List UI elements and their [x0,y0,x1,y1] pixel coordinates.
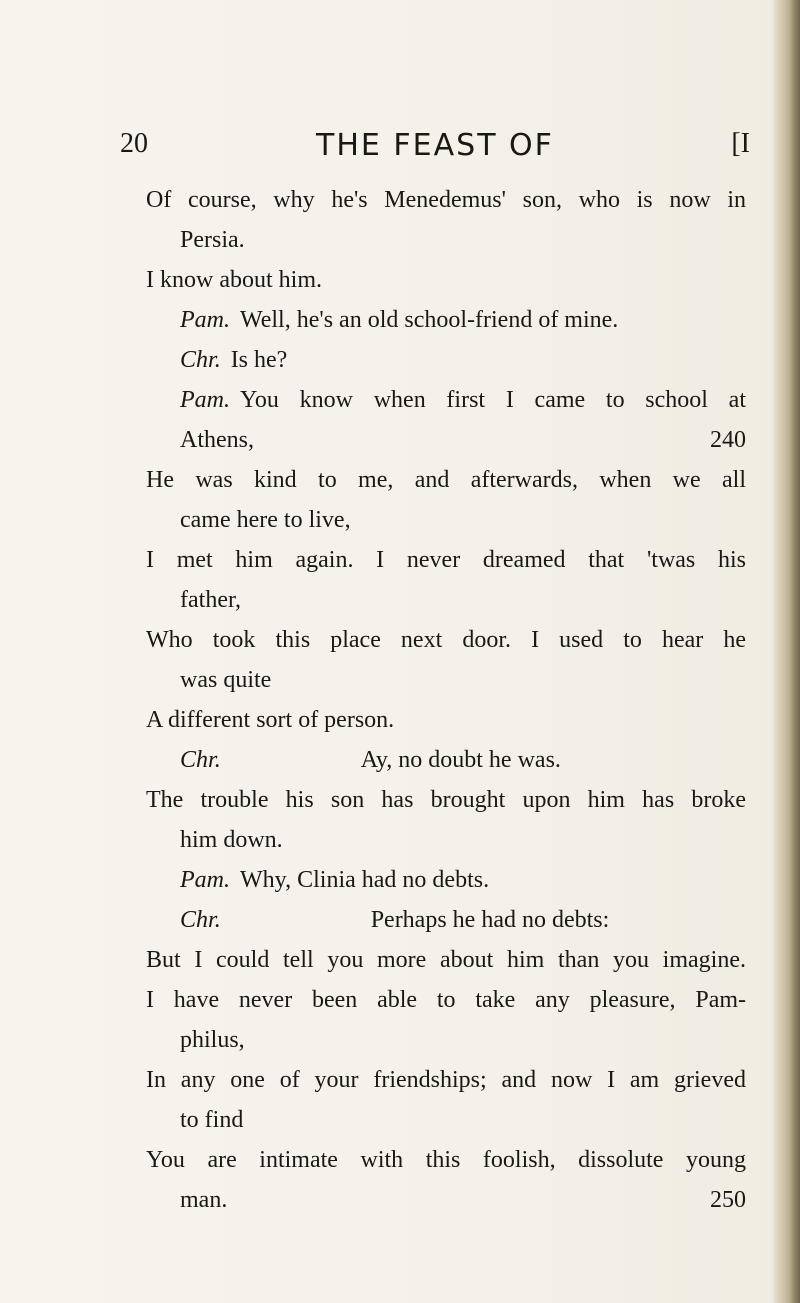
line-text: I met him again. I never dreamed that 'twas his [146,547,746,573]
line-text: You know when first I came to school at [240,387,746,413]
text-line [146,460,746,500]
text-line [146,580,746,620]
line-text: Why, Clinia had no debts. [240,867,490,893]
line-text: I have never been able to take any pleasure, Pam- [146,987,746,1013]
text-line [146,340,746,380]
verse-text [146,180,746,1220]
text-line [146,500,746,540]
speaker-label: Chr. [180,747,221,773]
text-line [146,980,746,1020]
line-text: The trouble his son has brought upon him has broke [146,787,746,813]
text-line [146,300,746,340]
text-line [146,540,746,580]
line-text: Persia. [180,227,245,253]
line-text: I know about him. [146,267,322,293]
line-text: Athens, [180,427,254,453]
line-text: to find [180,1107,244,1133]
line-text: Is he? [230,347,288,373]
line-number: 250 [710,1187,746,1213]
line-text: But I could tell you more about him than you imagine. [146,947,746,973]
line-text: was quite [180,667,272,693]
line-text: Perhaps he had no debts: [370,907,610,933]
line-text: Ay, no doubt he was. [360,747,561,773]
text-line [146,660,746,700]
text-line [146,940,746,980]
section-marker: [I [731,128,750,159]
line-text: father, [180,587,241,613]
text-line [146,1180,746,1220]
text-line [146,420,746,460]
line-text: him down. [180,827,283,853]
text-line [146,820,746,860]
running-head [120,128,750,168]
line-text: came here to live, [180,507,351,533]
text-line [146,620,746,660]
line-text: philus, [180,1027,245,1053]
text-line [146,1100,746,1140]
speaker-label: Chr. [180,907,221,933]
line-text: man. [180,1187,228,1213]
line-text: Well, he's an old school-friend of mine. [240,307,619,333]
text-line [146,1140,746,1180]
speaker-label: Pam. [180,307,230,333]
page-edge [774,0,800,1303]
text-line [146,380,746,420]
text-line [146,900,746,940]
text-line [146,860,746,900]
speaker-label: Chr. [180,347,221,373]
text-line [146,700,746,740]
text-line [146,1020,746,1060]
text-line [146,740,746,780]
speaker-label: Pam. [180,867,230,893]
page-number: 20 [120,128,148,159]
running-title: THE FEAST OF [316,128,554,163]
text-line [146,260,746,300]
line-text: He was kind to me, and afterwards, when we all [146,467,746,493]
text-line [146,780,746,820]
text-line [146,220,746,260]
line-text: Who took this place next door. I used to hear he [146,627,746,653]
line-text: In any one of your friendships; and now I am grieved [146,1067,746,1093]
text-line [146,180,746,220]
text-line [146,1060,746,1100]
line-text: Of course, why he's Menedemus' son, who is now in [146,187,746,213]
line-text: You are intimate with this foolish, dissolute young [146,1147,746,1173]
line-number: 240 [710,427,746,453]
speaker-label: Pam. [180,387,230,413]
line-text: A different sort of person. [146,707,395,733]
